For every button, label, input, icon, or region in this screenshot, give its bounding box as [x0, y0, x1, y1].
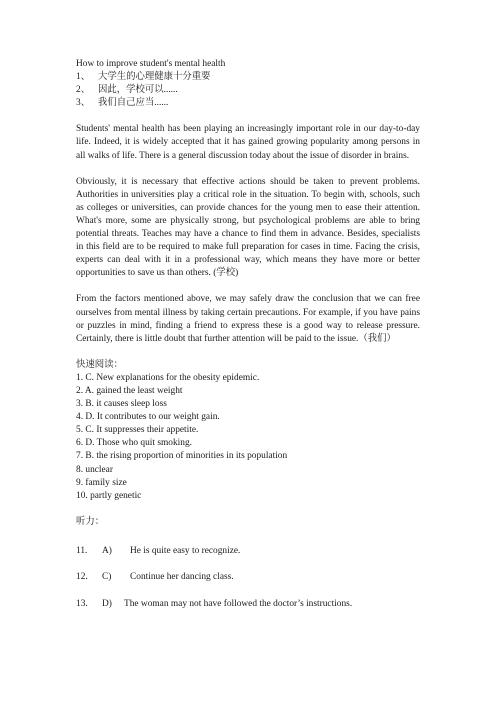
listening-answer: [76, 598, 420, 611]
answer-letter: C): [102, 572, 112, 583]
question-number: 12.: [76, 572, 88, 583]
answer-line: 9. family size: [76, 477, 127, 488]
answer-line: 6. D. Those who quit smoking.: [76, 438, 192, 449]
outline-item-number: 2、: [76, 85, 91, 96]
spacer: [76, 503, 420, 516]
spacer: [76, 346, 420, 359]
outline-item-text: 因此，学校可以......: [98, 85, 178, 96]
listening-answer: [76, 545, 420, 558]
answer-text: He is quite easy to recognize.: [130, 545, 241, 556]
answer-line: 2. A. gained the least weight: [76, 385, 183, 396]
answer-letter: D): [102, 598, 112, 609]
answer-line: 4. D. It contributes to our weight gain.: [76, 412, 220, 423]
essay-title: How to improve student's mental health: [76, 59, 226, 69]
essay-paragraph-conclusion: From the factors mentioned above, we may safely draw the conclusion that we can free ourselves from mental illness by taking certain precautions. For example, if you have pains or puzzles in mind, finding a friend to express these is a good way to release pressure. Certainly, there is little doubt that further attention will be paid to the issue.（我们）: [76, 294, 420, 344]
answer-text: The woman may not have followed the doctor’s instructions.: [124, 598, 353, 609]
outline-item-text: 大学生的心理健康十分重要: [98, 72, 211, 83]
spacer: [76, 280, 420, 293]
spacer: [76, 163, 420, 176]
outline-item: [76, 71, 420, 84]
outline-item: [76, 84, 420, 97]
answer-line: 3. B. it causes sleep loss: [76, 399, 167, 410]
listening-answer: [76, 571, 420, 584]
outline-item-number: 3、: [76, 98, 91, 109]
answer-line: 1. C. New explanations for the obesity epidemic.: [76, 372, 260, 383]
essay-paragraph-intro: Students' mental health has been playing an increasingly important role in our day-to-day life. Indeed, it is widely accepted that it has gained growing popularity among persons in all walks of life. There is a general discussion today about the issue of disorder in brains.: [76, 124, 420, 161]
answer-line: 5. C. It suppresses their appetite.: [76, 425, 199, 436]
essay-paragraph-body: Obviously, it is necessary that effective actions should be taken to prevent problems. Authorities in universities play a critical role in the situation. To begin with, schools, such as colleges or universities, can provide chances for the young men to ease their attention. What's more, some are physically strong, but psychological problems are able to bring potential threats. Teaches may have a chance to find them in advance. Besides, specialists in this field are to be required to make full preparation for cases in time. Facing the crisis, experts can deal with it in a professional way, which means they have more or better opportunities to save us than others. (学校): [76, 176, 420, 279]
answer-line: 7. B. the rising proportion of minorities in its population: [76, 451, 288, 462]
answer-letter: A): [102, 545, 112, 556]
outline-item-text: 我们自己应当......: [98, 98, 169, 109]
spacer: [76, 584, 420, 598]
spacer: [76, 558, 420, 572]
spacer: [76, 110, 420, 123]
spacer: [76, 529, 420, 545]
answer-text: Continue her dancing class.: [130, 572, 234, 583]
fast-reading-heading: 快速阅读：: [76, 359, 123, 370]
answer-line: 10. partly genetic: [76, 490, 142, 501]
answer-line: 8. unclear: [76, 464, 113, 475]
question-number: 13.: [76, 598, 88, 609]
document-page: [76, 58, 420, 611]
outline-item-number: 1、: [76, 72, 91, 83]
outline-item: [76, 97, 420, 110]
listening-answers: [76, 545, 420, 611]
outline-list: [76, 71, 420, 110]
listening-heading: 听力：: [76, 516, 105, 527]
question-number: 11.: [76, 545, 88, 556]
fast-reading-answers: [76, 372, 420, 503]
